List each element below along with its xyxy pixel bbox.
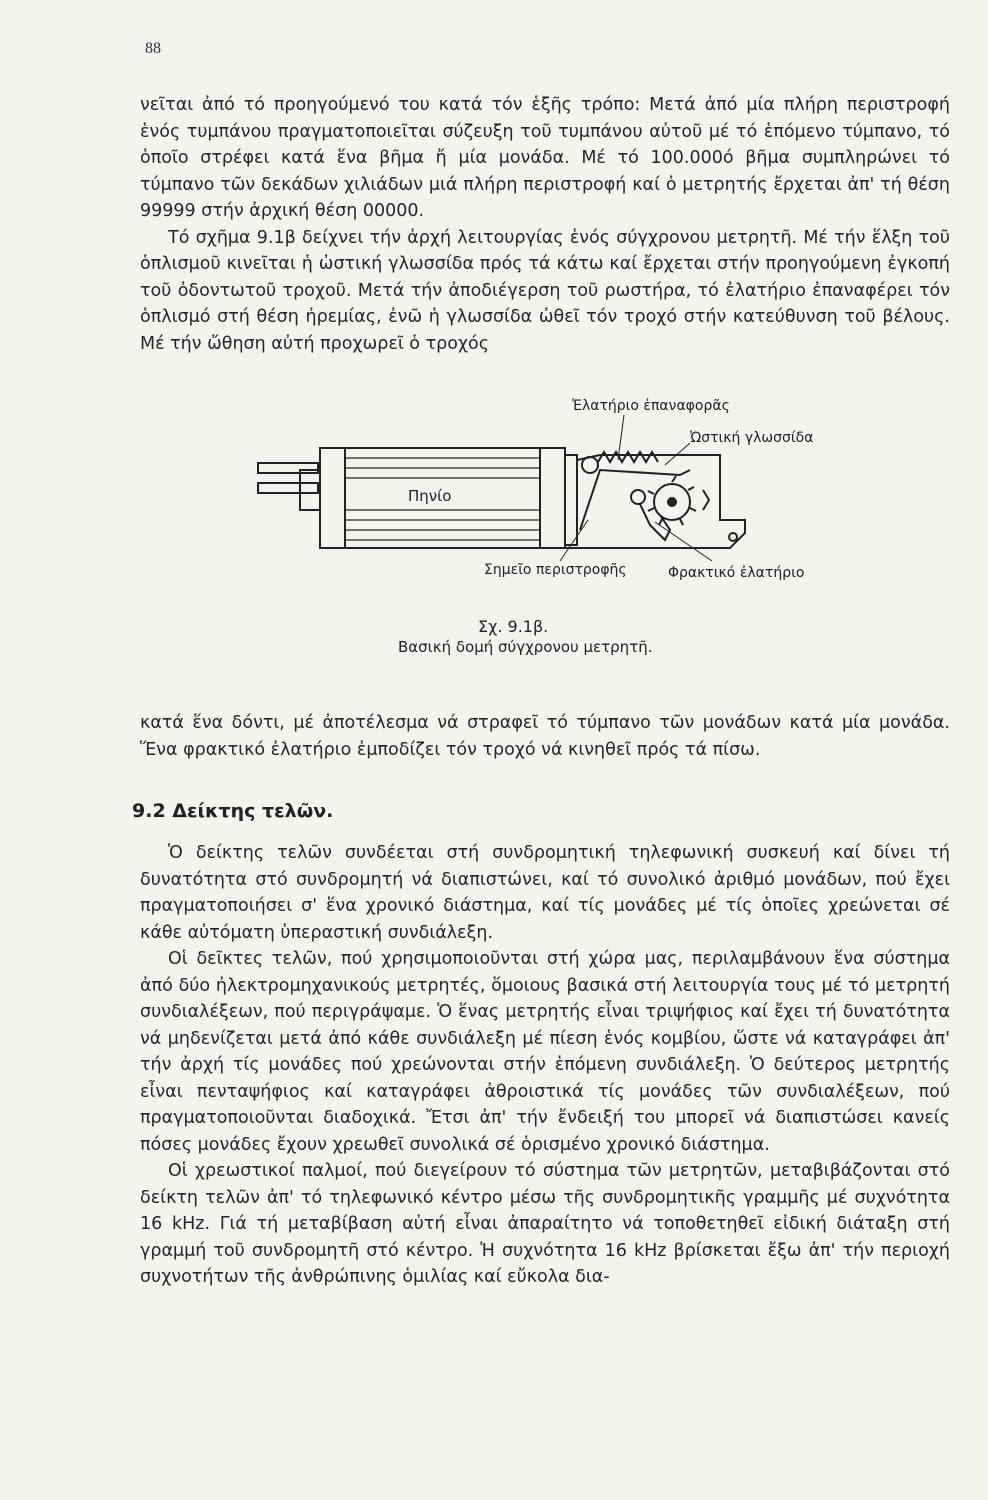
mounting-rod-top <box>258 463 318 473</box>
callout-pivot <box>560 520 588 561</box>
figure-caption-number: Σχ. 9.1β. <box>478 617 549 636</box>
top-text-block <box>140 92 950 357</box>
figure-caption-title: Βασική δομή σύγχρονου μετρητῆ. <box>398 638 653 656</box>
label-push-tongue: Ὠστική γλωσσίδα <box>690 430 814 446</box>
page-number: 88 <box>145 40 161 57</box>
paragraph: κατά ἕνα δόντι, μέ ἀποτέλεσμα νά στραφεῖ τό τύμπανο τῶν μονάδων κατά μία μονάδα. Ἕνα φρακτικό ἐλατήριο ἐμποδίζει τόν τροχό νά κινηθεῖ πρός τά πίσω. <box>140 713 950 760</box>
label-return-spring: Ἐλατήριο ἐπαναφορᾶς <box>572 398 730 414</box>
ratchet-pawl <box>640 504 670 540</box>
return-spring <box>598 452 658 462</box>
callout-ratchet <box>655 522 712 561</box>
frame <box>320 455 745 548</box>
after-figure-text <box>140 710 950 763</box>
paragraph: Οἱ δεῖκτες τελῶν, πού χρησιμοποιοῦνται στή χώρα μας, περιλαμβάνουν ἕνα σύστημα ἀπό δύο ἠλεκτρομηχανικούς μετρητές, ὅμοιους βασικά στή λειτουργία τους μέ τό μετρητή συνδιαλέξεων, πού περιγράψαμε. Ὁ ἕνας μετρητής εἶναι τριψήφιος καί ἔχει τή δυνατότητα νά μηδενίζεται μετά ἀπό κάθε συνδιάλεξη μέ πίεση ἑνός κομβίου, ὥστε νά καταγράφει ἀπ' τήν ἀρχή τίς μονάδες πού χρεώνονται στήν ἑπόμενη συνδιάλεξη. Ὁ δεύτερος μετρητής εἶναι πενταψήφιος καί καταγράφει ἀθροιστικά τίς μονάδες τῶν συνδιαλέξεων, πού πραγματοποιοῦνται διαδοχικά. Ἔτσι ἀπ' τήν ἔνδειξή του μπορεῖ νά διαπιστώσει κανείς πόσες μονάδες ἔχουν χρεωθεῖ συνολικά σέ ὁρισμένο χρονικό διάστημα. <box>140 949 950 1155</box>
section-heading: 9.2 Δείκτης τελῶν. <box>132 800 334 822</box>
callout-tongue <box>665 443 690 465</box>
label-pivot-point: Σημεῖο περιστροφῆς <box>484 562 627 578</box>
pivot <box>582 457 598 473</box>
coil-body <box>320 448 565 548</box>
mounting-rod-bottom <box>258 483 318 493</box>
paragraph: νεῖται ἀπό τό προηγούμενό του κατά τόν ἑξῆς τρόπο: Μετά ἀπό μία πλήρη περιστροφή ἑνός τυμπάνου πραγματοποιεῖται σύζευξη τοῦ τυμπάνου αὐτοῦ μέ τό ἑπόμενο τύμπανο, τό ὁποῖο στρέφει κατά ἕνα βῆμα ἤ μία μονάδα. Μέ τό 100.000ό βῆμα συμπληρώνει τό τύμπανο τῶν δεκάδων χιλιάδων μιά πλήρη περιστροφή καί ὁ μετρητής ἔρχεται ἀπ' τή θέση 99999 στήν ἀρχική θέση 00000. <box>140 95 950 221</box>
callout-spring <box>618 415 624 460</box>
paragraph: Οἱ χρεωστικοί παλμοί, πού διεγείρουν τό σύστημα τῶν μετρητῶν, μεταβιβάζονται στό δείκτη τελῶν ἀπ' τό τηλεφωνικό κέντρο μέσω τῆς συνδρομητικῆς γραμμῆς μέ συχνότητα 16 kHz. Γιά τή μεταβίβαση αὐτή εἶναι ἀπαραίτητο νά τοποθετηθεῖ εἰδική διάταξη στή γραμμή τοῦ συνδρομητῆ στό κέντρο. Ἡ συχνότητα 16 kHz βρίσκεται ἔξω ἀπ' τήν περιοχή συχνοτήτων τῆς ἀνθρώπινης ὁμιλίας καί εὔκολα δια- <box>140 1161 950 1287</box>
paragraph: Ὁ δείκτης τελῶν συνδέεται στή συνδρομητική τηλεφωνική συσκευή καί δίνει τή δυνατότητα στό συνδρομητή νά διαπιστώνει, καί τό συνολικό ἀριθμό μονάδων, πού ἔχει πραγματοποιήσει σ' ἕνα χρονικό διάστημα, καί τίς μονάδες μέ τίς ὁποῖες χρεώνεται σέ κάθε αὐτόματη ὑπεραστική συνδιάλεξη. <box>140 843 950 943</box>
ratchet-wheel <box>654 484 690 520</box>
label-coil: Πηνίο <box>408 487 452 505</box>
label-ratchet-spring: Φρακτικό ἐλατήριο <box>668 565 805 581</box>
paragraph: Τό σχῆμα 9.1β δείχνει τήν ἀρχή λειτουργίας ἑνός σύγχρονου μετρητῆ. Μέ τήν ἕλξη τοῦ ὁπλισμοῦ κινεῖται ἡ ὠστική γλωσσίδα πρός τά κάτω καί ἔρχεται στήν προηγούμενη ἐγκοπή τοῦ ὀδοντωτοῦ τροχοῦ. Μετά τήν ἀποδιέγερση τοῦ ρωστήρα, τό ἐλατήριο ἐπαναφέρει τόν ὁπλισμό στή θέση ἠρεμίας, ἐνῶ ἡ γλωσσίδα ὠθεῖ τόν τροχό στήν κατεύθυνση τοῦ βέλους. Μέ τήν ὤθηση αὐτή προχωρεῖ ὁ τροχός <box>140 227 950 354</box>
section-body <box>140 840 950 1291</box>
armature <box>565 455 577 545</box>
